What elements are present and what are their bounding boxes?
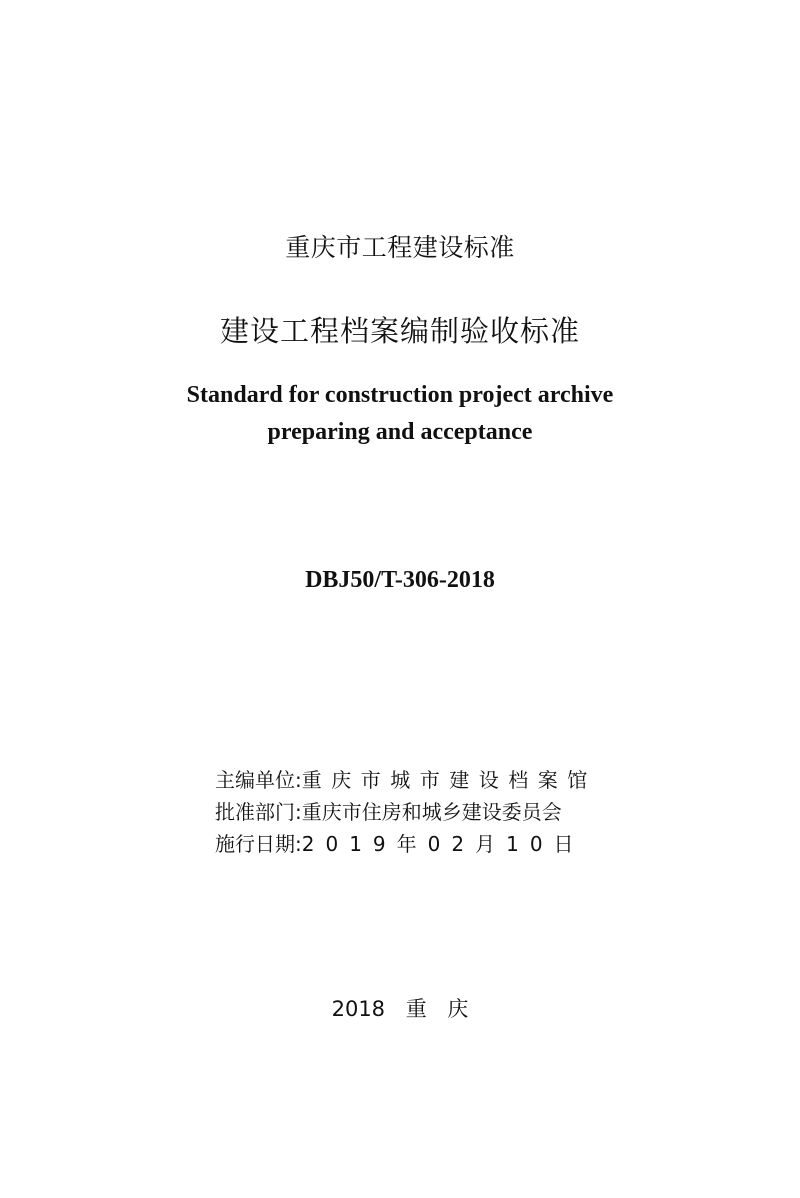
document-title-english-line-2: preparing and acceptance (267, 419, 533, 445)
effective-date-label: 施行日期: (215, 832, 302, 856)
publication-info-block (215, 764, 597, 860)
document-title-chinese: 建设工程档案编制验收标准 (219, 314, 580, 348)
standard-series-heading: 重庆市工程建设标准 (285, 233, 515, 262)
approval-department-value: 重庆市住房和城乡建设委员会 (301, 800, 562, 824)
chief-editor-label: 主编单位: (215, 768, 302, 792)
approval-department-row (215, 796, 597, 828)
chief-editor-row (215, 764, 597, 796)
document-title-english-line-1: Standard for construction project archive (186, 382, 614, 408)
chief-editor-value: 重庆市城市建设档案馆 (301, 768, 597, 792)
approval-department-label: 批准部门: (215, 800, 302, 824)
effective-date-value: 2019年02月10日 (301, 832, 585, 856)
publication-year-place: 2018 重 庆 (331, 997, 469, 1021)
effective-date-row (215, 828, 597, 860)
standard-code: DBJ50/T-306-2018 (305, 567, 495, 593)
